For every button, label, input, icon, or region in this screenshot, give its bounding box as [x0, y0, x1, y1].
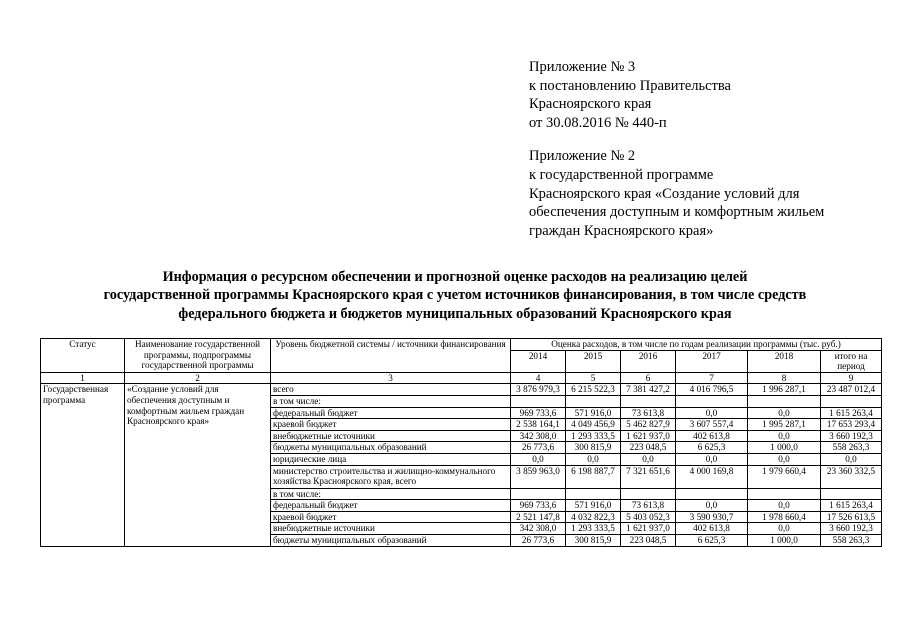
year-value-cell: 4 016 796,5	[676, 384, 748, 396]
year-value-cell: 0,0	[621, 453, 676, 465]
year-value-cell: 4 049 456,9	[566, 419, 621, 431]
table-row	[41, 384, 882, 396]
funding-source-cell: в том числе:	[271, 488, 511, 500]
funding-source-cell: всего	[271, 384, 511, 396]
year-value-cell: 73 613,8	[621, 407, 676, 419]
index-cell: 4	[511, 372, 566, 384]
year-value-cell: 1 995 287,1	[748, 419, 821, 431]
title-line: Информация о ресурсном обеспечении и прогнозной оценке расходов на реализацию целей	[162, 269, 748, 285]
year-value-cell: 300 815,9	[566, 442, 621, 454]
year-value-cell	[566, 488, 621, 500]
year-value-cell: 223 048,5	[621, 442, 676, 454]
year-value-cell: 1 979 660,4	[748, 465, 821, 488]
header-year: 2015	[566, 350, 621, 372]
year-value-cell: 0,0	[748, 500, 821, 512]
year-value-cell: 1 000,0	[748, 534, 821, 546]
index-cell: 1	[41, 372, 125, 384]
year-value-cell: 0,0	[676, 500, 748, 512]
title-line: федерального бюджета и бюджетов муниципальных образований Красноярского края	[178, 305, 732, 322]
year-value-cell: 26 773,6	[511, 442, 566, 454]
year-value-cell	[566, 395, 621, 407]
appendix-line: граждан Красноярского края»	[529, 222, 714, 239]
year-value-cell	[748, 488, 821, 500]
total-value-cell: 3 660 192,3	[821, 523, 882, 535]
year-value-cell: 300 815,9	[566, 534, 621, 546]
appendix-block-3	[529, 58, 859, 132]
total-value-cell: 558 263,3	[821, 442, 882, 454]
year-value-cell: 1 621 937,0	[621, 430, 676, 442]
year-value-cell: 1 978 660,4	[748, 511, 821, 523]
year-value-cell: 6 625,3	[676, 442, 748, 454]
year-value-cell	[511, 488, 566, 500]
year-value-cell: 1 996 287,1	[748, 384, 821, 396]
appendix-line: к постановлению Правительства	[529, 77, 731, 94]
year-value-cell: 1 293 333,5	[566, 430, 621, 442]
appendix-block-2	[529, 147, 859, 240]
year-value-cell: 6 215 522,3	[566, 384, 621, 396]
year-value-cell: 3 607 557,4	[676, 419, 748, 431]
index-cell: 6	[621, 372, 676, 384]
year-value-cell: 7 381 427,2	[621, 384, 676, 396]
appendix-line: Приложение № 3	[529, 59, 636, 75]
appendix-line: к государственной программе	[529, 166, 714, 183]
funding-source-cell: внебюджетные источники	[271, 523, 511, 535]
year-value-cell: 6 198 887,7	[566, 465, 621, 488]
year-value-cell: 0,0	[748, 430, 821, 442]
header-level: Уровень бюджетной системы / источники финансирования	[271, 339, 511, 373]
header-year: 2014	[511, 350, 566, 372]
year-value-cell	[676, 488, 748, 500]
year-value-cell: 402 613,8	[676, 523, 748, 535]
document-title	[60, 268, 850, 323]
year-value-cell: 3 859 963,0	[511, 465, 566, 488]
header-name: Наименование государственной программы, подпрограммы государственной программы	[125, 339, 271, 373]
header-status: Статус	[41, 339, 125, 373]
total-value-cell: 23 487 012,4	[821, 384, 882, 396]
funding-source-cell: краевой бюджет	[271, 511, 511, 523]
total-value-cell: 558 263,3	[821, 534, 882, 546]
total-value-cell: 23 360 332,5	[821, 465, 882, 488]
year-value-cell: 0,0	[511, 453, 566, 465]
appendix-line: обеспечения доступным и комфортным жильем	[529, 204, 825, 221]
year-value-cell: 223 048,5	[621, 534, 676, 546]
year-value-cell: 7 321 651,6	[621, 465, 676, 488]
total-value-cell: 17 653 293,4	[821, 419, 882, 431]
appendix-line: Красноярского края «Создание условий для	[529, 185, 800, 202]
year-value-cell: 571 916,0	[566, 407, 621, 419]
year-value-cell	[621, 395, 676, 407]
year-value-cell: 969 733,6	[511, 407, 566, 419]
appendix-line: Приложение № 2	[529, 148, 636, 165]
year-value-cell: 969 733,6	[511, 500, 566, 512]
status-cell: Государственная программа	[41, 384, 125, 546]
year-value-cell: 6 625,3	[676, 534, 748, 546]
appendix-line: от 30.08.2016 № 440-п	[529, 114, 667, 131]
appendix-header	[529, 58, 859, 240]
funding-source-cell: юридические лица	[271, 453, 511, 465]
year-value-cell	[621, 488, 676, 500]
year-value-cell: 5 462 827,9	[621, 419, 676, 431]
year-value-cell: 1 621 937,0	[621, 523, 676, 535]
year-value-cell: 1 000,0	[748, 442, 821, 454]
resource-table	[40, 338, 882, 547]
year-value-cell	[511, 395, 566, 407]
total-value-cell: 17 526 613,5	[821, 511, 882, 523]
funding-source-cell: федеральный бюджет	[271, 407, 511, 419]
year-value-cell: 1 293 333,5	[566, 523, 621, 535]
year-value-cell: 5 403 052,3	[621, 511, 676, 523]
year-value-cell: 342 308,0	[511, 523, 566, 535]
appendix-line: Красноярского края	[529, 96, 652, 113]
year-value-cell: 2 521 147,8	[511, 511, 566, 523]
year-value-cell: 0,0	[676, 407, 748, 419]
year-value-cell	[748, 395, 821, 407]
total-value-cell	[821, 395, 882, 407]
index-cell: 7	[676, 372, 748, 384]
index-cell: 3	[271, 372, 511, 384]
header-year: 2016	[621, 350, 676, 372]
program-name-cell: «Создание условий для обеспечения доступным и комфортным жильем граждан Красноярского края»	[125, 384, 271, 546]
year-value-cell: 0,0	[748, 453, 821, 465]
year-value-cell: 342 308,0	[511, 430, 566, 442]
funding-source-cell: краевой бюджет	[271, 419, 511, 431]
year-value-cell	[676, 395, 748, 407]
year-value-cell: 26 773,6	[511, 534, 566, 546]
funding-source-cell: федеральный бюджет	[271, 500, 511, 512]
header-total: итого на период	[821, 350, 882, 372]
header-year: 2017	[676, 350, 748, 372]
year-value-cell: 4 032 822,3	[566, 511, 621, 523]
header-estimate: Оценка расходов, в том числе по годам реализации программы (тыс. руб.)	[511, 339, 882, 351]
year-value-cell: 0,0	[748, 407, 821, 419]
year-value-cell: 3 590 930,7	[676, 511, 748, 523]
funding-source-cell: министерство строительства и жилищно-коммунального хозяйства Красноярского края, всего	[271, 465, 511, 488]
index-cell: 5	[566, 372, 621, 384]
total-value-cell	[821, 488, 882, 500]
year-value-cell: 0,0	[748, 523, 821, 535]
total-value-cell: 0,0	[821, 453, 882, 465]
total-value-cell: 3 660 192,3	[821, 430, 882, 442]
funding-source-cell: внебюджетные источники	[271, 430, 511, 442]
year-value-cell: 571 916,0	[566, 500, 621, 512]
funding-source-cell: бюджеты муниципальных образований	[271, 442, 511, 454]
year-value-cell: 402 613,8	[676, 430, 748, 442]
title-line: государственной программы Красноярского края с учетом источников финансирования, в том числе средств	[103, 287, 807, 304]
total-value-cell: 1 615 263,4	[821, 500, 882, 512]
index-cell: 2	[125, 372, 271, 384]
year-value-cell: 0,0	[566, 453, 621, 465]
index-cell: 9	[821, 372, 882, 384]
year-value-cell: 2 538 164,1	[511, 419, 566, 431]
year-value-cell: 0,0	[676, 453, 748, 465]
funding-source-cell: в том числе:	[271, 395, 511, 407]
index-cell: 8	[748, 372, 821, 384]
year-value-cell: 4 000 169,8	[676, 465, 748, 488]
funding-source-cell: бюджеты муниципальных образований	[271, 534, 511, 546]
total-value-cell: 1 615 263,4	[821, 407, 882, 419]
header-year: 2018	[748, 350, 821, 372]
year-value-cell: 3 876 979,3	[511, 384, 566, 396]
year-value-cell: 73 613,8	[621, 500, 676, 512]
